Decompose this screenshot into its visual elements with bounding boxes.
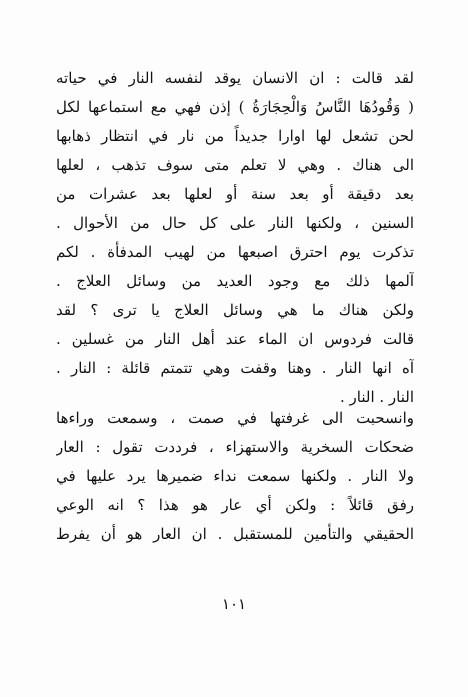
text-line: تذكرت يوم احترق اصبعها من لهيب المدفأة . لكم: [56, 243, 414, 261]
paragraph-2: [56, 404, 414, 549]
text-line: وانسحبت الى غرفتها في صمت ، وسمعت وراءها: [56, 409, 414, 427]
text-line: آلمها ذلك مع وجود العديد من وسائل العلاج .: [56, 272, 414, 290]
text-line: آه انها النار . وهنا وقفت وهي تتمتم قائلة : النار .: [56, 359, 414, 377]
text-line: الحقيقي والتأمين للمستقبل . ان العار هو أن يفرط: [56, 525, 414, 543]
text-line: الى هناك . وهي لا تعلم متى سوف تذهب ، لعلها: [56, 156, 414, 174]
text-line: النار . النار .: [340, 388, 414, 406]
text-line: لحن تشعل لها اوارا جديداً من نار في انتظار ذهابها: [56, 127, 414, 145]
text-line: رفق قائلاً : ولكن أي عار هو هذا ؟ انه الوعي: [56, 496, 414, 514]
text-line: السنين ، ولكنها النار على كل حال من الأحوال .: [56, 214, 414, 232]
paragraph-1: [56, 64, 414, 412]
text-line: لقد قالت : ان الانسان يوقد لنفسه النار في حياته: [56, 69, 414, 87]
text-line: ولكن هناك ما هي وسائل العلاج يا ترى ؟ لقد: [56, 301, 414, 319]
text-line: بعد دقيقة أو بعد سنة أو لعلها بعد عشرات من: [56, 185, 414, 203]
text-line: قالت فردوس ان الماء عند أهل النار من غسلين .: [56, 330, 414, 348]
text-line: ( وَقُودُهَا النَّاسُ وَالْحِجَارَةُ ) إذن فهي مع استماعها لكل: [56, 98, 414, 116]
text-line: ولا النار . ولكنها سمعت نداء ضميرها يرد عليها في: [56, 467, 414, 485]
text-line: ضحكات السخرية والاستهزاء ، فرددت تقول : العار: [56, 438, 414, 456]
page-number: ١٠١: [221, 595, 247, 613]
